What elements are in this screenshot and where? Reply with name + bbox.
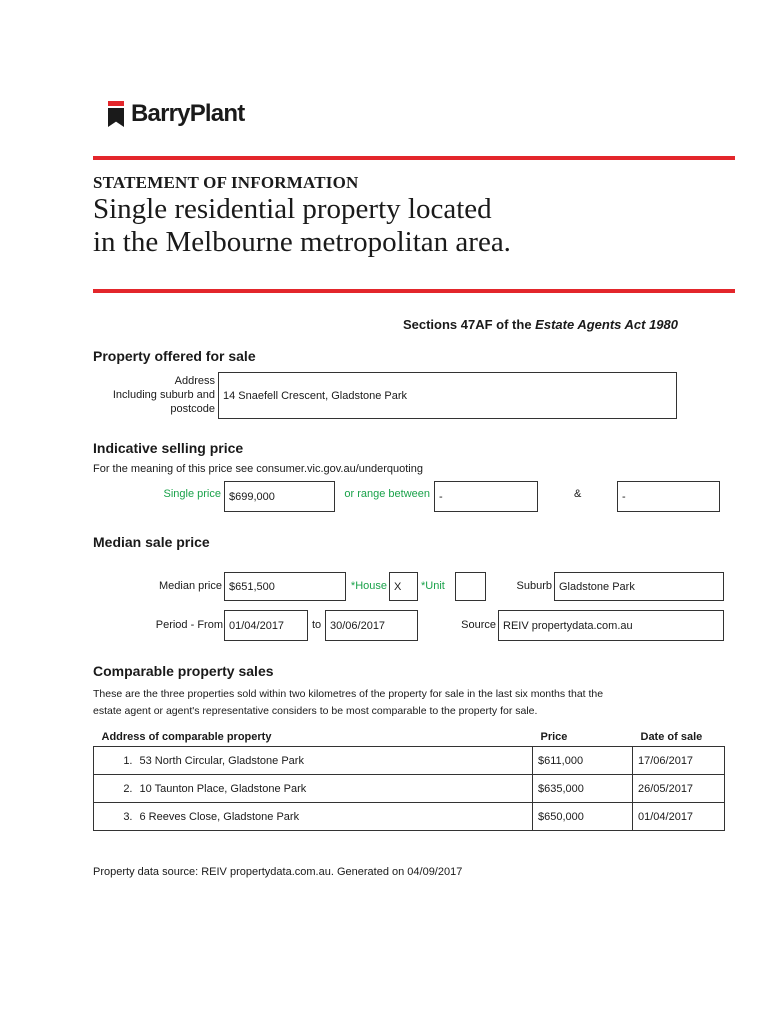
single-price-label: Single price bbox=[163, 488, 221, 500]
comparable-sales-table bbox=[93, 728, 725, 831]
source-field[interactable]: REIV propertydata.com.au bbox=[498, 610, 724, 641]
title-line-1: Single residential property located bbox=[93, 193, 492, 225]
range-ampersand: & bbox=[574, 488, 582, 500]
title-line-2: in the Melbourne metropolitan area. bbox=[93, 226, 511, 258]
top-divider bbox=[93, 156, 735, 160]
act-name: Estate Agents Act 1980 bbox=[535, 317, 678, 332]
address-label-line-3: postcode bbox=[170, 403, 215, 415]
row-price: $635,000 bbox=[533, 775, 633, 803]
range-label: or range between bbox=[344, 488, 430, 500]
row-number: 1. bbox=[94, 747, 140, 775]
row-price: $650,000 bbox=[533, 803, 633, 831]
sections-reference bbox=[403, 317, 678, 332]
row-address: 6 Reeves Close, Gladstone Park bbox=[140, 803, 533, 831]
address-label-line-2: Including suburb and bbox=[112, 389, 215, 401]
range-from-field[interactable]: - bbox=[434, 481, 538, 512]
table-row bbox=[94, 775, 725, 803]
row-number: 2. bbox=[94, 775, 140, 803]
comparable-description bbox=[93, 686, 693, 720]
range-to-field[interactable]: - bbox=[617, 481, 720, 512]
house-checkbox[interactable]: X bbox=[389, 572, 418, 601]
period-to-label: to bbox=[312, 619, 322, 631]
column-header-address: Address of comparable property bbox=[101, 731, 272, 743]
sections-prefix: Sections 47AF of the bbox=[402, 317, 536, 332]
comparable-description-line-1: These are the three properties sold within two kilometres of the property for sale in the last six months that the bbox=[93, 688, 604, 700]
table-row bbox=[94, 747, 725, 775]
source-label: Source bbox=[461, 619, 496, 631]
document-kicker: STATEMENT OF INFORMATION bbox=[93, 173, 359, 192]
document-title bbox=[93, 193, 713, 259]
row-date: 26/05/2017 bbox=[633, 775, 725, 803]
brand-name: BarryPlant bbox=[131, 100, 245, 127]
table-header-row bbox=[94, 728, 725, 747]
period-from-label: Period - From bbox=[155, 619, 223, 631]
suburb-field[interactable]: Gladstone Park bbox=[554, 572, 724, 601]
table-row bbox=[94, 803, 725, 831]
address-label-line-1: Address bbox=[174, 375, 215, 387]
comparable-description-line-2: estate agent or agent's representative considers to be most comparable to the property for sale. bbox=[93, 705, 538, 717]
period-to-field[interactable]: 30/06/2017 bbox=[325, 610, 418, 641]
row-date: 01/04/2017 bbox=[633, 803, 725, 831]
comparable-heading: Comparable property sales bbox=[93, 663, 274, 679]
address-label bbox=[96, 374, 215, 416]
bookmark-icon bbox=[108, 101, 124, 127]
row-number: 3. bbox=[94, 803, 140, 831]
row-address: 53 North Circular, Gladstone Park bbox=[140, 747, 533, 775]
period-from-field[interactable]: 01/04/2017 bbox=[224, 610, 308, 641]
column-header-date: Date of sale bbox=[640, 731, 703, 743]
underquoting-note: For the meaning of this price see consumer.vic.gov.au/underquoting bbox=[93, 463, 423, 475]
bottom-divider bbox=[93, 289, 735, 293]
unit-checkbox[interactable] bbox=[455, 572, 486, 601]
address-field[interactable]: 14 Snaefell Crescent, Gladstone Park bbox=[218, 372, 677, 419]
property-heading: Property offered for sale bbox=[93, 348, 256, 364]
row-price: $611,000 bbox=[533, 747, 633, 775]
suburb-label: Suburb bbox=[516, 580, 552, 592]
single-price-field[interactable]: $699,000 bbox=[224, 481, 335, 512]
row-address: 10 Taunton Place, Gladstone Park bbox=[140, 775, 533, 803]
median-price-label: Median price bbox=[159, 580, 222, 592]
data-source-footer: Property data source: REIV propertydata.com.au. Generated on 04/09/2017 bbox=[93, 866, 463, 878]
median-price-field[interactable]: $651,500 bbox=[224, 572, 346, 601]
column-header-price: Price bbox=[540, 731, 568, 743]
unit-label: *Unit bbox=[421, 580, 445, 592]
indicative-heading: Indicative selling price bbox=[93, 440, 244, 456]
brand-logo bbox=[108, 100, 244, 128]
house-label: *House bbox=[350, 580, 387, 592]
median-heading: Median sale price bbox=[93, 534, 210, 550]
row-date: 17/06/2017 bbox=[633, 747, 725, 775]
